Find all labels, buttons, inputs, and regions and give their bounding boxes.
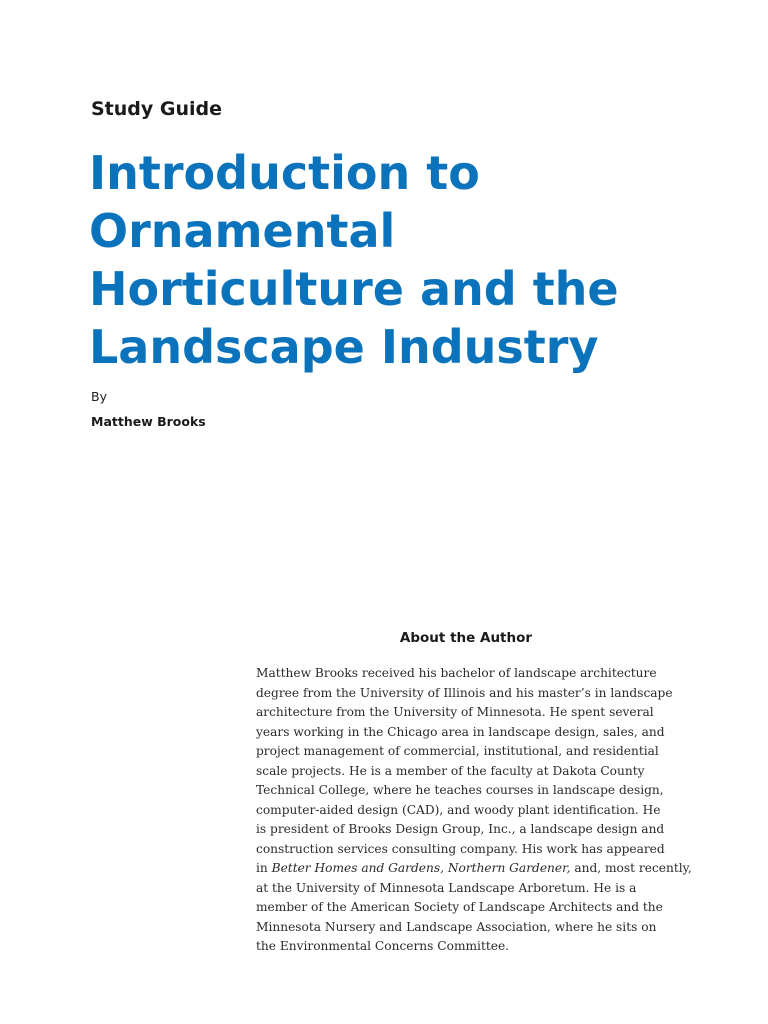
bio-line: member of the American Society of Landscape Architects and the [256,900,663,914]
bio-line-publications [256,859,692,879]
author-bio [256,664,692,957]
bio-line: Technical College, where he teaches courses in landscape design, [256,783,664,797]
title-line: Landscape Industry [89,320,599,374]
bio-prefix: in [256,861,272,875]
about-author-heading: About the Author [399,630,533,646]
title-line: Ornamental [89,204,396,258]
study-guide-label: Study Guide [91,98,223,120]
by-label: By [91,389,107,404]
bio-line: years working in the Chicago area in landscape design, sales, and [256,724,665,739]
bio-line: project management of commercial, institutional, and residential [256,744,659,758]
bio-line: architecture from the University of Minnesota. He spent several [256,705,654,719]
title-line: Introduction to [89,146,480,200]
bio-line: the Environmental Concerns Committee. [256,939,510,953]
bio-line: Minnesota Nursery and Landscape Association, where he sits on [256,919,657,934]
bio-line: degree from the University of Illinois and his master’s in landscape [256,685,673,700]
bio-line: at the University of Minnesota Landscape Arboretum. He is a [256,880,637,895]
title-line: Horticulture and the [89,262,619,316]
publication-titles: Better Homes and Gardens, Northern Gardener, [271,861,571,875]
bio-line: is president of Brooks Design Group, Inc., a landscape design and [256,822,665,836]
document-title [89,144,729,376]
bio-suffix: and, most recently, [570,861,692,875]
bio-line: computer-aided design (CAD), and woody plant identification. He [256,802,661,817]
bio-line: scale projects. He is a member of the faculty at Dakota County [256,763,645,778]
bio-line: Matthew Brooks received his bachelor of landscape architecture [256,666,657,680]
author-name: Matthew Brooks [91,414,206,429]
bio-line: construction services consulting company. His work has appeared [256,841,665,856]
